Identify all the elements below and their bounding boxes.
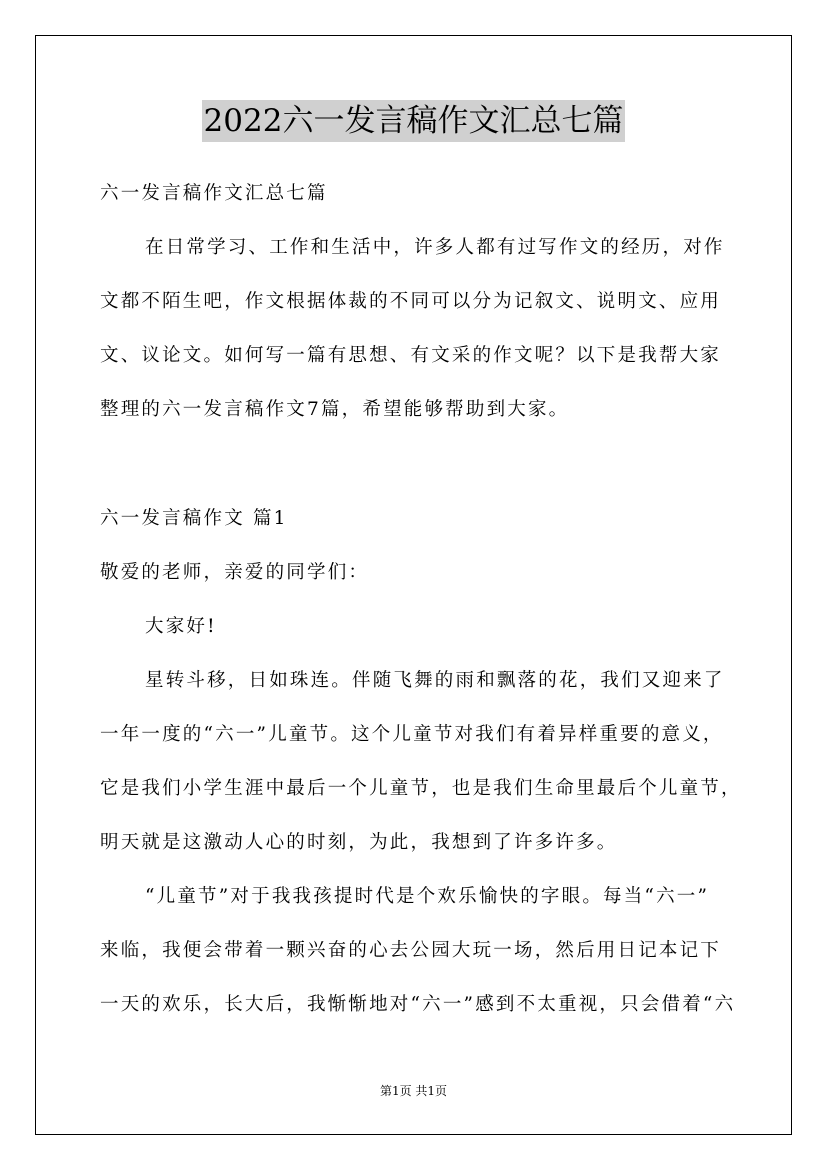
body-paragraph-line: 来临，我便会带着一颗兴奋的心去公园大玩一场，然后用日记本记下 <box>100 940 722 961</box>
body-paragraph-line: 明天就是这激动人心的时刻，为此，我想到了许多许多。 <box>100 832 618 853</box>
body-paragraph-line: 一年一度的“六一”儿童节。这个儿童节对我们有着异样重要的意义， <box>100 724 724 745</box>
body-paragraph-line: “儿童节”对于我我孩提时代是个欢乐愉快的字眼。每当“六一” <box>145 886 710 907</box>
intro-paragraph-line: 文都不陌生吧，作文根据体裁的不同可以分为记叙文、说明文、应用 <box>100 291 722 312</box>
intro-paragraph-line: 文、议论文。如何写一篇有思想、有文采的作文呢？以下是我帮大家 <box>100 345 722 366</box>
section-heading: 六一发言稿作文 篇1 <box>100 508 288 529</box>
body-paragraph-line: 它是我们小学生涯中最后一个儿童节，也是我们生命里最后个儿童节， <box>100 778 742 799</box>
intro-paragraph-line: 整理的六一发言稿作文7篇，希望能够帮助到大家。 <box>100 399 570 420</box>
intro-paragraph-line: 在日常学习、工作和生活中，许多人都有过写作文的经历，对作 <box>145 237 725 258</box>
salutation-line: 敬爱的老师，亲爱的同学们： <box>100 562 370 583</box>
subtitle-line: 六一发言稿作文汇总七篇 <box>100 183 328 204</box>
greeting-line: 大家好! <box>145 616 217 637</box>
title-container <box>0 100 827 142</box>
document-title: 2022六一发言稿作文汇总七篇 <box>202 100 626 142</box>
page-number: 第1页 共1页 <box>379 1084 448 1098</box>
body-paragraph-line: 星转斗移，日如珠连。伴随飞舞的雨和飘落的花，我们又迎来了 <box>145 670 725 691</box>
body-paragraph-line: 一天的欢乐，长大后，我惭惭地对“六一”感到不太重视，只会借着“六 <box>100 994 736 1015</box>
